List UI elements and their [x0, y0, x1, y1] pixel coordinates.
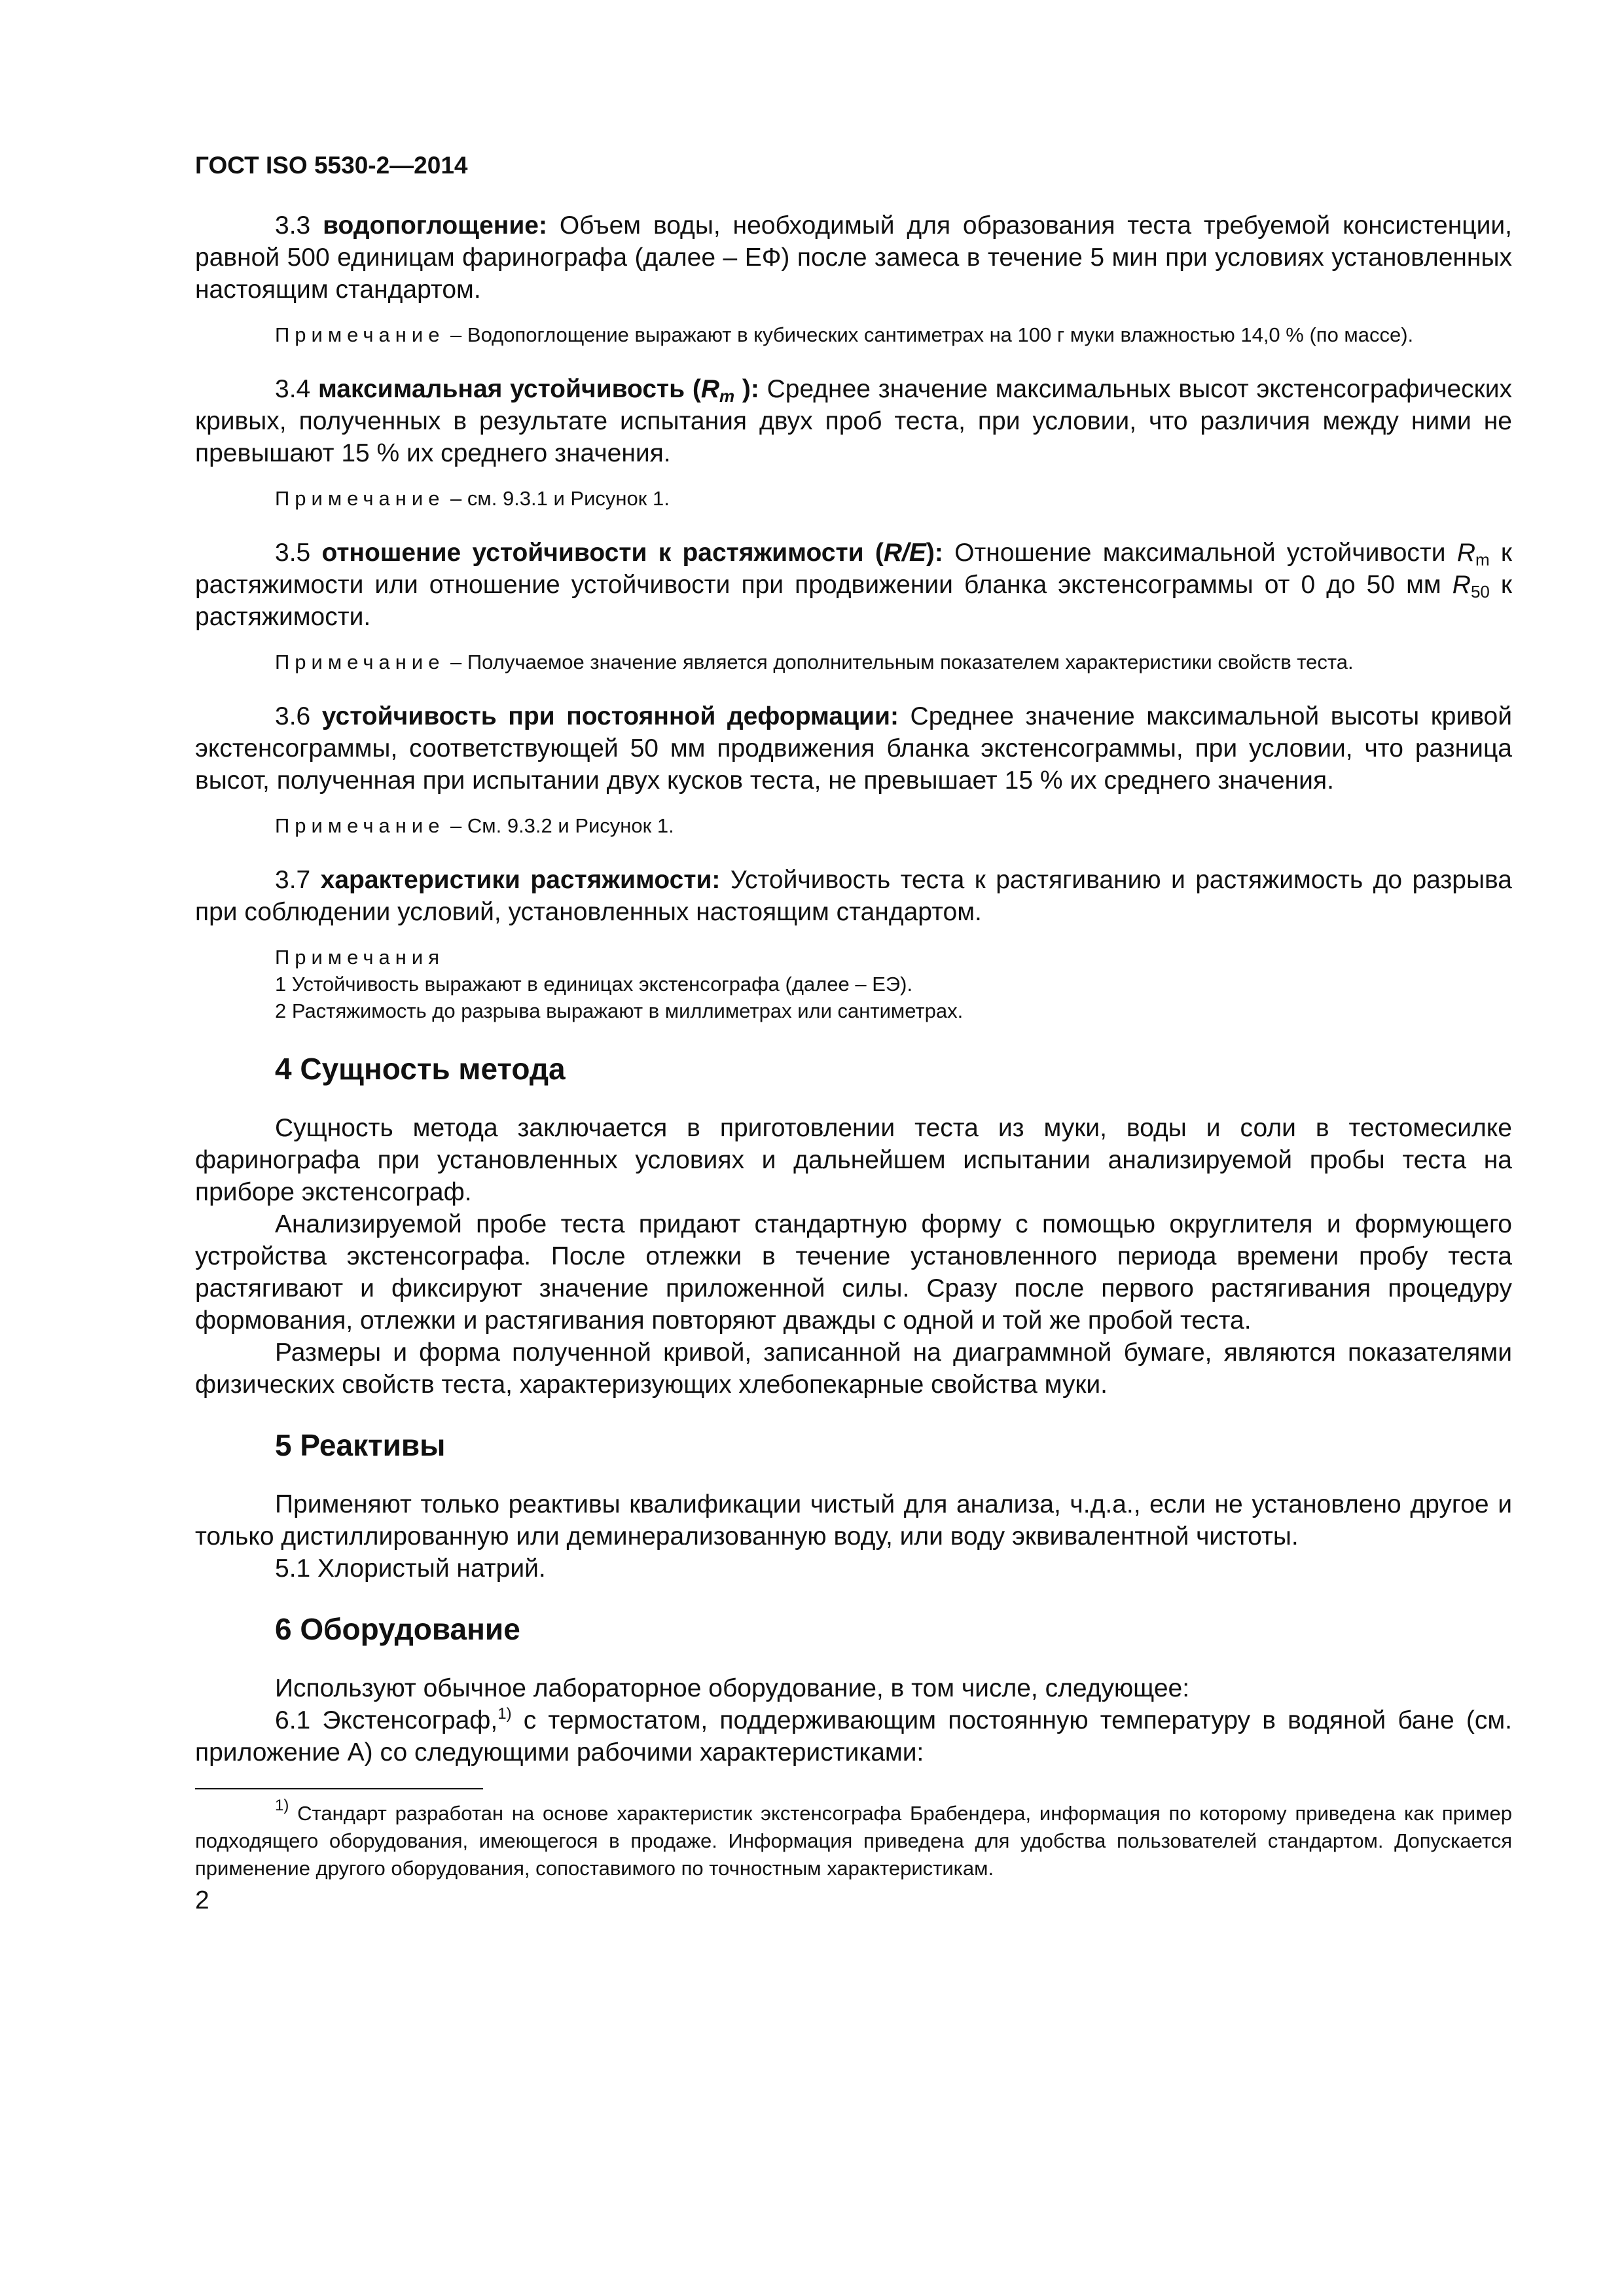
clause-number: 3.7 [275, 866, 321, 894]
document-header: ГОСТ ISO 5530-2—2014 [195, 152, 468, 179]
note-item: 2 Растяжимость до разрыва выражают в миллиметрах или сантиметрах. [275, 999, 964, 1022]
term: отношение устойчивости к растяжимости (R/E): [321, 539, 943, 567]
definition-3-4 [195, 373, 1512, 469]
definition-3-7 [195, 864, 1512, 928]
note-3-4 [195, 485, 1512, 512]
section-6-paragraph: Используют обычное лабораторное оборудование, в том числе, следующее: [275, 1674, 1190, 1702]
page-content [195, 152, 1512, 1915]
term: характеристики растяжимости: [320, 866, 721, 894]
clause-number: 3.4 [275, 375, 318, 403]
note-label: Примечание [275, 651, 445, 673]
footnote-text: Стандарт разработан на основе характеристик экстенсографа Брабендера, информация по которому приведена как пример подходящего оборудования, имеющегося в продаже. Информация приведена для удобства пользователей стандартом. Допускается применение другого оборудования, сопоставимого по точностным характеристикам. [195, 1802, 1512, 1880]
clause-number: 3.3 [275, 211, 323, 240]
definition-3-3 [195, 209, 1512, 306]
section-5-paragraph: 5.1 Хлористый натрий. [275, 1554, 546, 1583]
definition-text: Устойчивость теста к растягиванию и растяжимость до разрыва при соблюдении условий, установленных настоящим стандартом. [195, 866, 1512, 926]
definition-3-5: 3.5 отношение устойчивости к растяжимости (R/E): Отношение максимальной устойчивости $R_m$ к растяжимости или отношение устойчивости при продвижении бланка экстенсограммы от 0 до 50 мм $R_{50}$ к растяжимости. [195, 539, 1512, 631]
note-label: Примечание [275, 487, 445, 510]
notes-label: Примечания [275, 946, 444, 969]
note-text: – См. 9.3.2 и Рисунок 1. [444, 814, 674, 837]
section-heading-6: 6 Оборудование [275, 1612, 520, 1646]
section-6-paragraph: 6.1 Экстенсограф,$^{1)}$ с термостатом, поддерживающим постоянную температуру в водяной бане (см. приложение А) со следующими рабочими характеристиками: [195, 1705, 1512, 1767]
section-5-paragraph: Применяют только реактивы квалификации чистый для анализа, ч.д.а., если не установлено другое и только дистиллированную или деминерализованную воду, или воду эквивалентной чистоты. [195, 1490, 1512, 1551]
footnote-mark: 1) [275, 1797, 289, 1814]
note-3-6 [195, 812, 1512, 839]
note-text: – см. 9.3.1 и Рисунок 1. [444, 487, 670, 510]
note-label: Примечание [275, 814, 445, 837]
definition-3-6 [195, 700, 1512, 797]
footnote-separator [195, 1788, 483, 1789]
definition-text: Среднее значение максимальной высоты кривой экстенсограммы, соответствующей 50 мм продвижения бланка экстенсограммы, при условии, что разница высот, полученная при испытании двух кусков теста, не превышает 15 % их среднего значения. [195, 702, 1513, 795]
section-heading-4: 4 Сущность метода [275, 1052, 566, 1086]
page-number: 2 [195, 1886, 209, 1914]
clause-number: 3.5 [275, 539, 322, 567]
term: максимальная устойчивость ($R_m$ ): [317, 375, 759, 406]
note-3-5 [195, 649, 1512, 675]
term: водопоглощение: [323, 211, 547, 240]
note-3-3 [195, 321, 1512, 348]
note-text: – Получаемое значение является дополнительным показателем характеристики свойств теста. [444, 651, 1354, 673]
notes-3-7 [195, 944, 1512, 1024]
definition-text: Среднее значение максимальных высот экстенсографических кривых, полученных в результате испытания двух проб теста, при условии, что различия между ними не превышают 15 % их среднего значения. [195, 375, 1512, 467]
term: устойчивость при постоянной деформации: [321, 702, 899, 730]
note-item: 1 Устойчивость выражают в единицах экстенсографа (далее – ЕЭ). [275, 973, 913, 996]
section-heading-5: 5 Реактивы [275, 1428, 446, 1462]
note-label: Примечание [275, 323, 445, 346]
footnote-reference[interactable]: 1) [497, 1705, 512, 1723]
section-4-paragraph: Сущность метода заключается в приготовлении теста из муки, воды и соли в тестомесилке фаринографа при установленных условиях и дальнейшем испытании анализируемой пробы теста на приборе экстенсограф. [195, 1114, 1512, 1206]
footnote [195, 1797, 1512, 1882]
definition-text: Объем воды, необходимый для образования теста требуемой консистенции, равной 500 единицам фаринографа (далее – ЕФ) после замеса в течение 5 мин при условиях установленных настоящим стандартом. [195, 211, 1512, 304]
note-text: – Водопоглощение выражают в кубических сантиметрах на 100 г муки влажностью 14,0 % (по массе). [444, 323, 1414, 346]
section-4-paragraph: Анализируемой пробе теста придают стандартную форму с помощью округлителя и формующего устройства экстенсографа. После отлежки в течение установленного периода времени пробу теста растягивают и фиксируют значение приложенной силы. Сразу после первого растягивания процедуру формования, отлежки и растягивания повторяют дважды с одной и той же пробой теста. [195, 1210, 1512, 1335]
section-4-paragraph: Размеры и форма полученной кривой, записанной на диаграммной бумаге, являются показателями физических свойств теста, характеризующих хлебопекарные свойства муки. [195, 1338, 1512, 1399]
clause-number: 3.6 [275, 702, 322, 730]
